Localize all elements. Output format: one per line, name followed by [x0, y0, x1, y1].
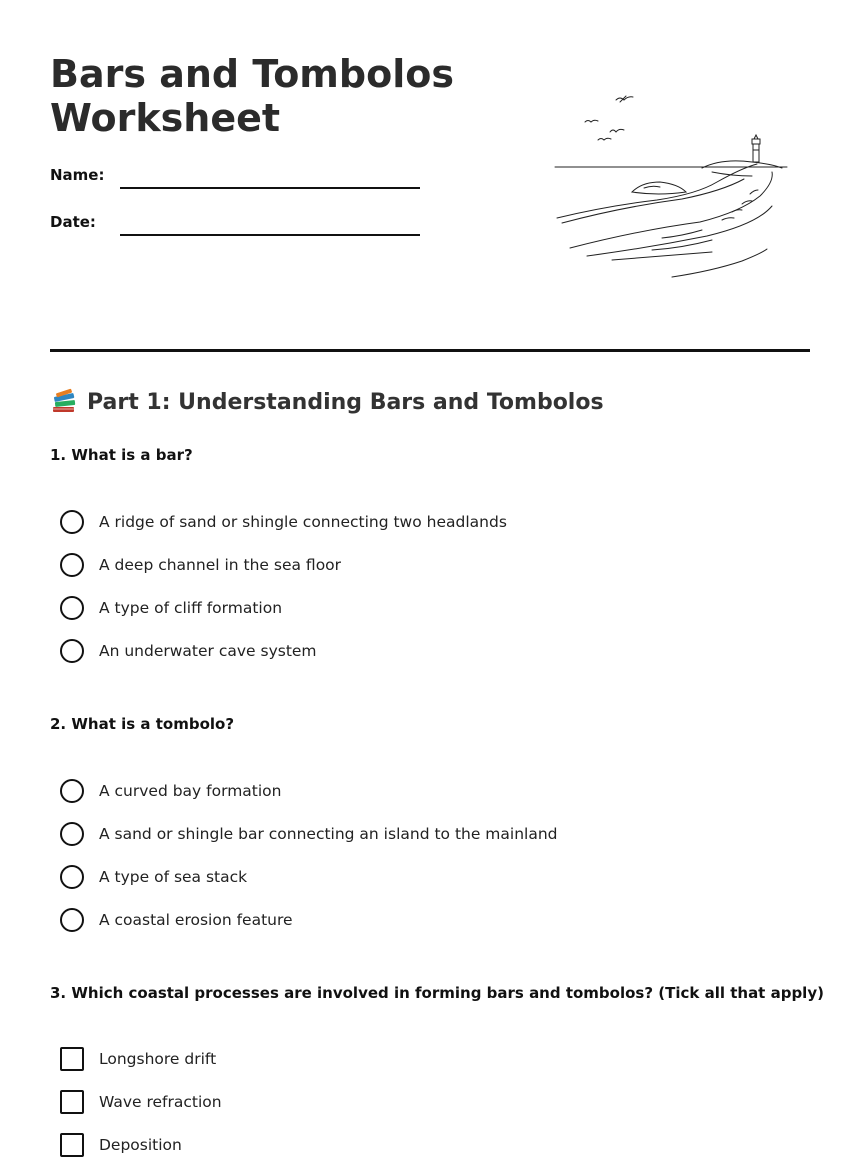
option-label: A type of sea stack — [99, 868, 248, 886]
part1-heading — [50, 388, 604, 416]
radio-button[interactable] — [60, 596, 84, 620]
q2-option-1[interactable] — [60, 778, 282, 804]
radio-button[interactable] — [60, 908, 84, 932]
worksheet-title: Bars and Tombolos Worksheet — [50, 52, 454, 140]
option-label: A curved bay formation — [99, 782, 282, 800]
checkbox[interactable] — [60, 1090, 84, 1114]
radio-button[interactable] — [60, 639, 84, 663]
radio-button[interactable] — [60, 865, 84, 889]
date-label: Date: — [50, 213, 96, 231]
q3-option-3[interactable] — [60, 1132, 182, 1158]
option-label: Deposition — [99, 1136, 182, 1154]
option-label: Longshore drift — [99, 1050, 217, 1068]
q2-option-4[interactable] — [60, 907, 293, 933]
question-1: 1. What is a bar? — [50, 446, 193, 464]
seagull-icon — [616, 96, 633, 102]
header-divider — [50, 349, 810, 352]
question-2: 2. What is a tombolo? — [50, 715, 235, 733]
q1-option-2[interactable] — [60, 552, 341, 578]
option-label: A type of cliff formation — [99, 599, 283, 617]
q2-option-3[interactable] — [60, 864, 247, 890]
lighthouse-icon — [752, 135, 760, 162]
q1-option-4[interactable] — [60, 638, 317, 664]
q3-option-1[interactable] — [60, 1046, 216, 1072]
option-label: A sand or shingle bar connecting an island to the mainland — [99, 825, 558, 843]
radio-button[interactable] — [60, 510, 84, 534]
name-field[interactable] — [120, 187, 420, 189]
radio-button[interactable] — [60, 553, 84, 577]
q1-option-3[interactable] — [60, 595, 282, 621]
option-label: A ridge of sand or shingle connecting two headlands — [99, 513, 507, 531]
q3-option-2[interactable] — [60, 1089, 222, 1115]
part1-title: Part 1: Understanding Bars and Tombolos — [87, 389, 604, 415]
question-3: 3. Which coastal processes are involved in forming bars and tombolos? (Tick all that apply) — [50, 984, 824, 1002]
option-label: A deep channel in the sea floor — [99, 556, 342, 574]
coastline-illustration — [552, 80, 792, 290]
name-label: Name: — [50, 166, 105, 184]
radio-button[interactable] — [60, 822, 84, 846]
checkbox[interactable] — [60, 1133, 84, 1157]
date-field[interactable] — [120, 234, 420, 236]
option-label: A coastal erosion feature — [99, 911, 293, 929]
books-icon — [50, 388, 78, 416]
q2-option-2[interactable] — [60, 821, 558, 847]
option-label: An underwater cave system — [99, 642, 317, 660]
q1-option-1[interactable] — [60, 509, 507, 535]
radio-button[interactable] — [60, 779, 84, 803]
option-label: Wave refraction — [99, 1093, 222, 1111]
checkbox[interactable] — [60, 1047, 84, 1071]
